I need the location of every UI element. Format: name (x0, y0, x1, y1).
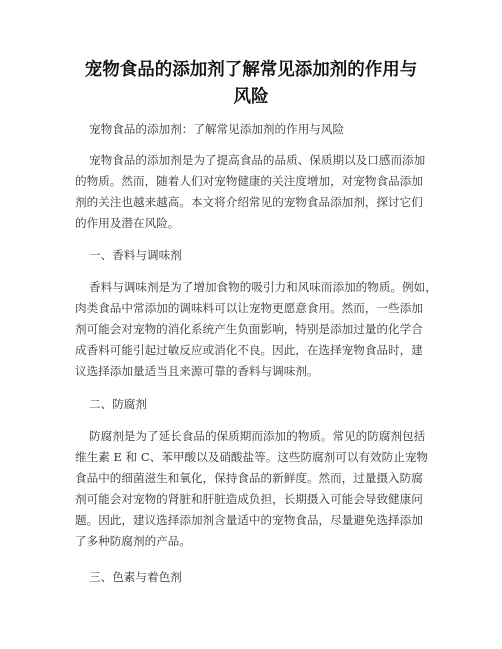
paragraph-line: 防腐剂是为了延长食品的保质期而添加的物质。常见的防腐剂包括 (89, 429, 426, 443)
paragraph-line: 维生素 E 和 C、苯甲酸以及硝酸盐等。这些防腐剂可以有效防止宠物 (75, 450, 429, 464)
section-heading: 一、香料与调味剂 (89, 248, 182, 262)
paragraph-line: 肉类食品中常添加的调味料可以让宠物更愿意食用。然而，一些添加 (75, 301, 423, 315)
paragraph-line: 题。因此，建议选择添加剂含量适中的宠物食品，尽量避免选择添加 (75, 513, 423, 527)
intro-line: 宠物食品的添加剂是为了提高食品的品质、保质期以及口感而添加 (89, 153, 426, 167)
section-heading: 二、防腐剂 (89, 397, 147, 411)
intro-line: 的物质。然而，随着人们对宠物健康的关注度增加，对宠物食品添加 (75, 174, 423, 188)
paragraph-line: 剂可能会对宠物的消化系统产生负面影响，特别是添加过量的化学合 (75, 322, 423, 336)
title-line: 宠物食品的添加剂了解常见添加剂的作用与 (84, 60, 418, 80)
paragraph-line: 成香料可能引起过敏反应或消化不良。因此，在选择宠物食品时，建 (75, 343, 423, 357)
intro-line: 剂的关注也越来越高。本文将介绍常见的宠物食品添加剂，探讨它们 (75, 195, 423, 209)
section-heading: 三、色素与着色剂 (89, 570, 182, 584)
paragraph-line: 剂可能会对宠物的肾脏和肝脏造成负担，长期摄入可能会导致健康问 (75, 492, 423, 506)
intro-line: 的作用及潜在风险。 (75, 216, 180, 230)
paragraph-line: 议选择添加量适当且来源可靠的香料与调味剂。 (75, 364, 319, 378)
title-line: 风险 (233, 87, 269, 107)
paragraph-line: 香料与调味剂是为了增加食物的吸引力和风味而添加的物质。例如， (89, 280, 437, 294)
subtitle: 宠物食品的添加剂：了解常见添加剂的作用与风险 (89, 122, 345, 136)
paragraph-line: 了多种防腐剂的产品。 (75, 534, 191, 548)
paragraph-line: 食品中的细菌滋生和氧化，保持食品的新鲜度。然而，过量摄入防腐 (75, 471, 423, 485)
document-title (70, 57, 432, 111)
